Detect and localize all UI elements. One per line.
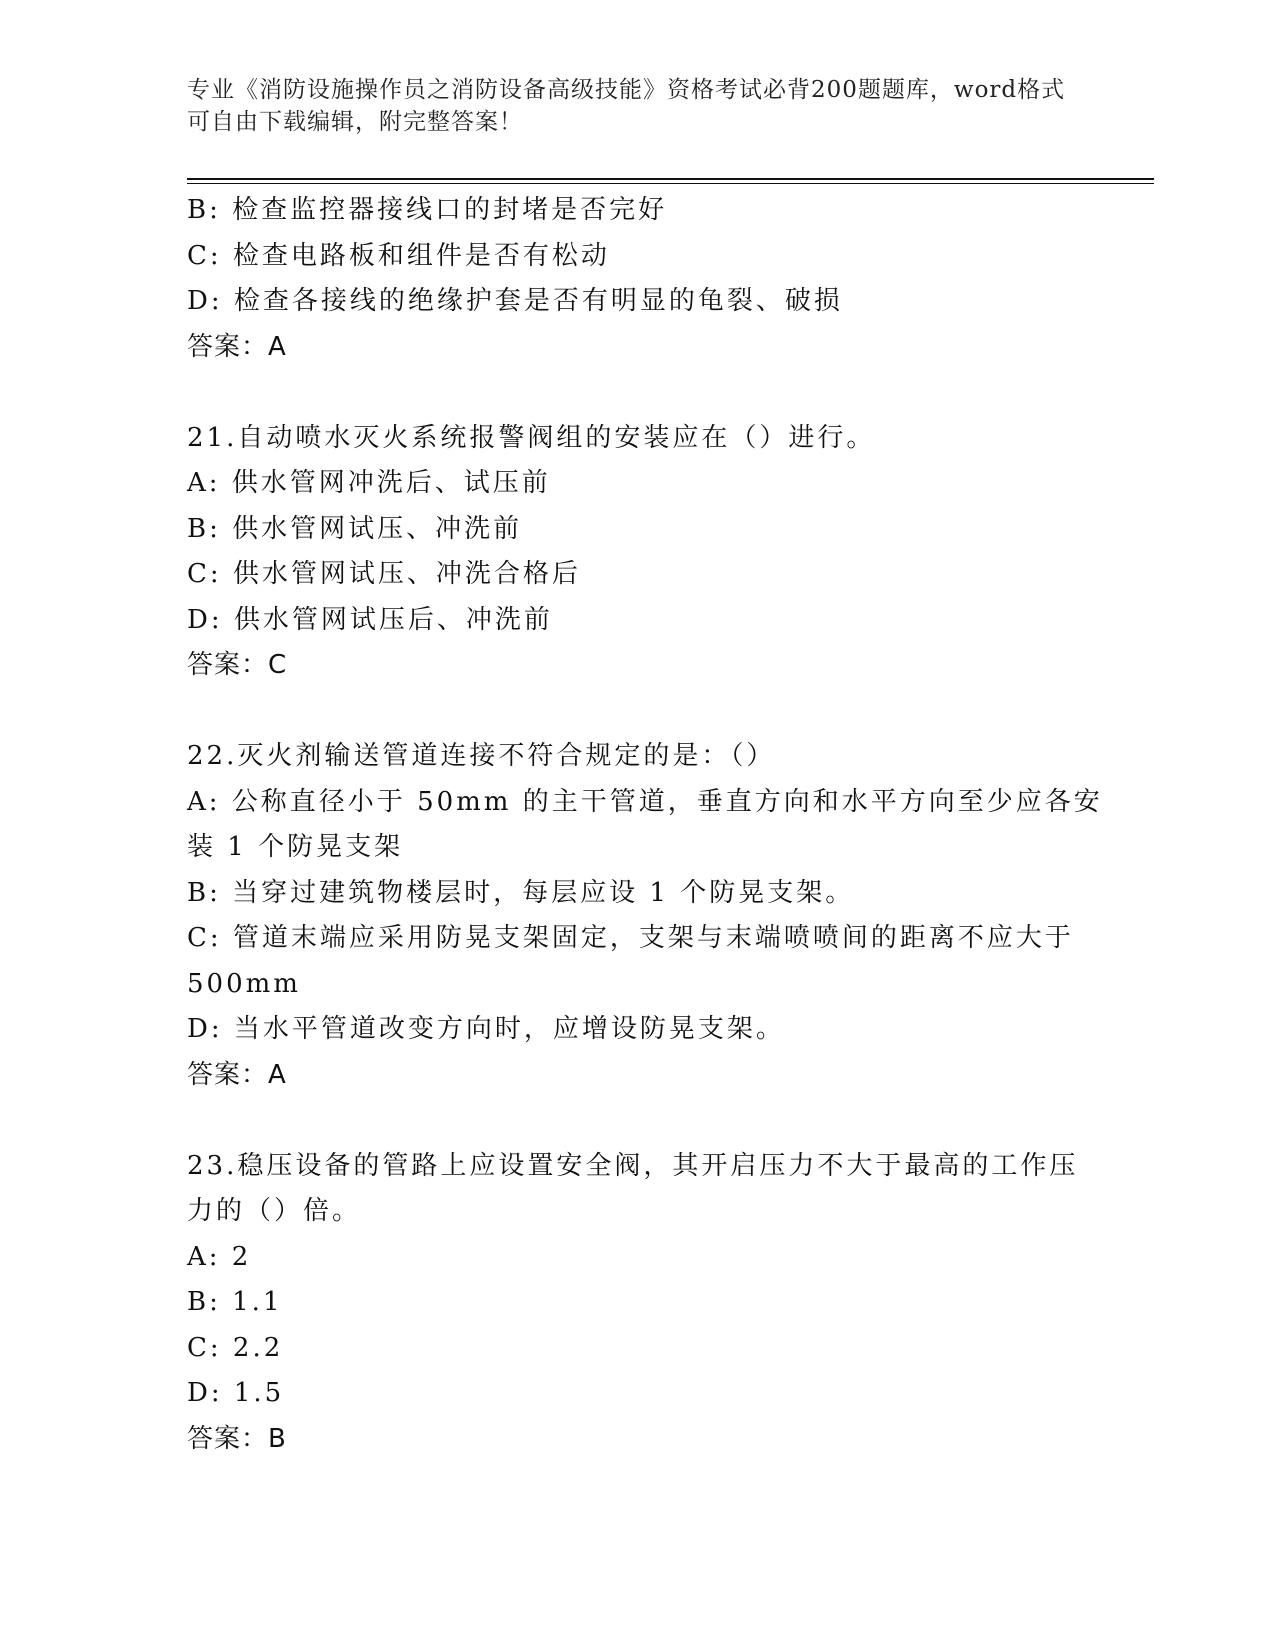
option-a: A: 2 bbox=[187, 1241, 252, 1272]
question-21 bbox=[187, 416, 1087, 689]
question-22 bbox=[187, 734, 1103, 1098]
option-c: C: 检查电路板和组件是否有松动 bbox=[187, 240, 610, 271]
question-text: 22.灭火剂输送管道连接不符合规定的是：（） bbox=[187, 741, 776, 771]
option-d: D: 检查各接线的绝缘护套是否有明显的龟裂、破损 bbox=[187, 286, 843, 316]
option-d: D: 供水管网试压后、冲洗前 bbox=[187, 604, 553, 635]
option-d: D: 当水平管道改变方向时，应增设防晃支架。 bbox=[187, 1014, 785, 1044]
question-text-line-2: 力的（）倍。 bbox=[187, 1196, 362, 1226]
option-d: D: 1.5 bbox=[187, 1378, 285, 1408]
question-23 bbox=[187, 1144, 1087, 1463]
spacer bbox=[187, 1098, 1087, 1144]
option-b: B: 供水管网试压、冲洗前 bbox=[187, 513, 523, 544]
option-a: A: 供水管网冲洗后、试压前 bbox=[187, 468, 551, 498]
question-text-line-1: 23.稳压设备的管路上应设置安全阀，其开启压力不大于最高的工作压 bbox=[187, 1150, 1079, 1181]
header-rule-thin bbox=[187, 183, 1154, 184]
spacer bbox=[187, 370, 1087, 416]
option-c-line-1: C: 管道末端应采用防晃支架固定，支架与末端喷喷间的距离不应大于 bbox=[187, 923, 1074, 953]
option-a-line-2: 装 1 个防晃支架 bbox=[187, 832, 404, 862]
option-a-line-1: A: 公称直径小于 50mm 的主干管道，垂直方向和水平方向至少应各安 bbox=[187, 786, 1103, 817]
document-header: 专业《消防设施操作员之消防设备高级技能》资格考试必背200题题库，word格式可自由下载编辑，附完整答案！ bbox=[187, 77, 1066, 135]
option-c: C: 供水管网试压、冲洗合格后 bbox=[187, 559, 581, 589]
answer: 答案：C bbox=[187, 650, 288, 680]
option-b: B: 检查监控器接线口的封堵是否完好 bbox=[187, 195, 668, 225]
answer: 答案：A bbox=[187, 1059, 287, 1090]
option-b: B: 当穿过建筑物楼层时，每层应设 1 个防晃支架。 bbox=[187, 877, 855, 908]
question-20 bbox=[187, 188, 1087, 370]
option-c-line-2: 500mm bbox=[187, 968, 301, 999]
header-rule-thick bbox=[187, 178, 1154, 180]
question-list bbox=[187, 188, 1103, 1462]
spacer bbox=[187, 689, 1087, 735]
answer: 答案：A bbox=[187, 331, 287, 362]
question-text: 21.自动喷水灭火系统报警阀组的安装应在（）进行。 bbox=[187, 422, 876, 453]
option-b: B: 1.1 bbox=[187, 1287, 283, 1317]
option-c: C: 2.2 bbox=[187, 1332, 284, 1363]
answer: 答案：B bbox=[187, 1423, 287, 1454]
